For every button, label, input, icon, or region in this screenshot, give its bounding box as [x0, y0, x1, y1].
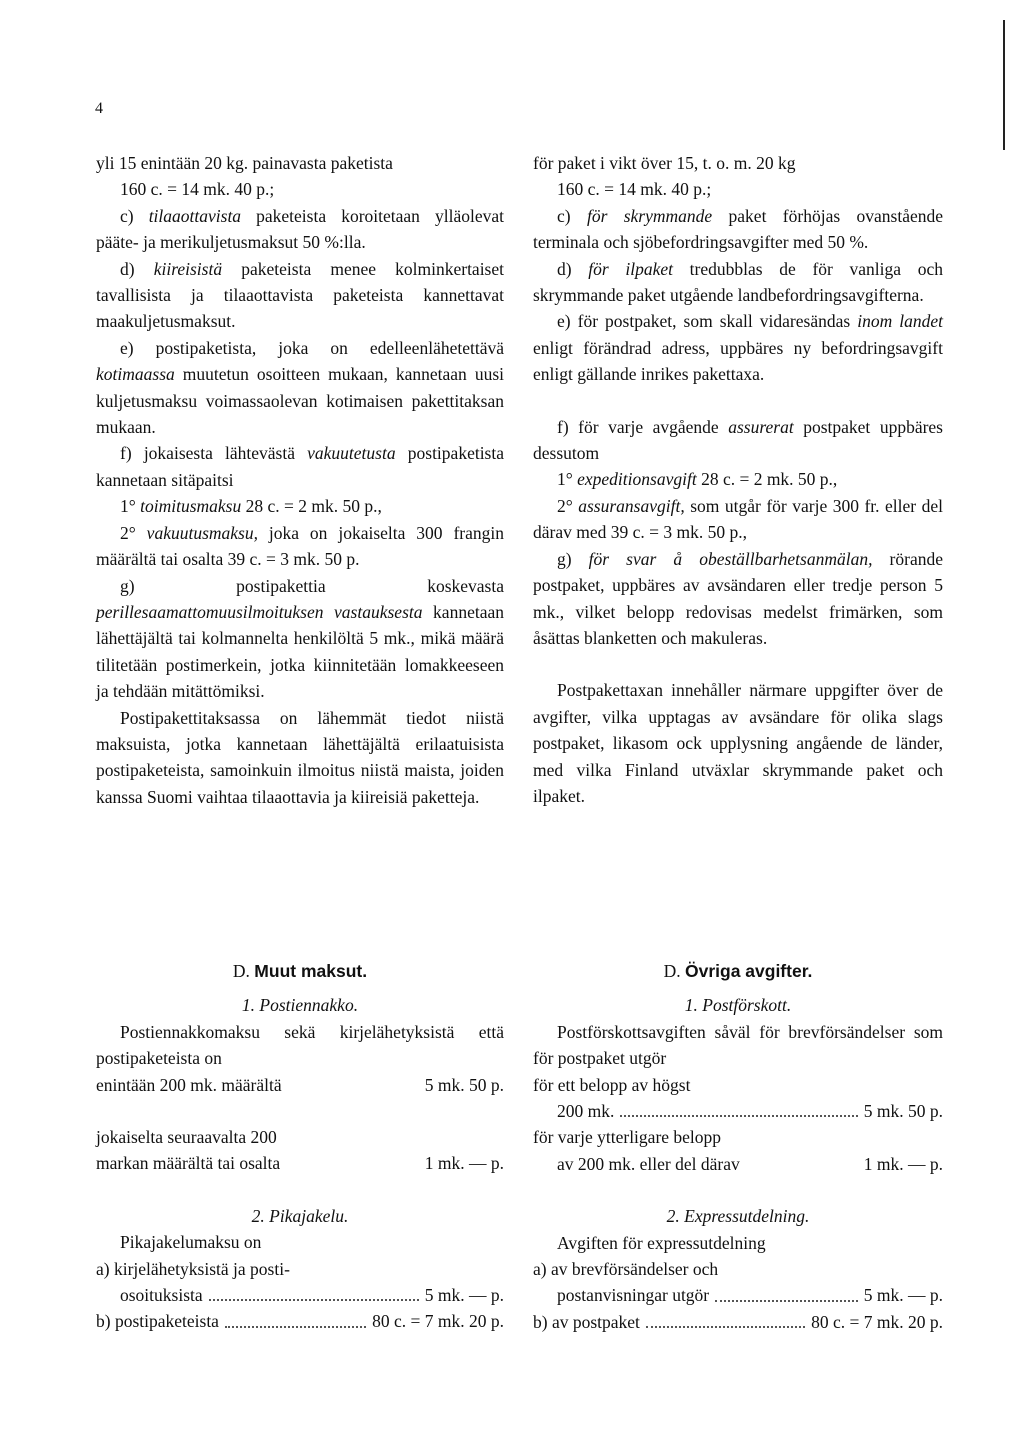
fi-item-c: c) tilaaottavista paketeista koroitetaan ylläolevat pääte- ja merikuljetusmaksut 50 %:lla. [96, 205, 504, 253]
fi-item-f: f) jokaisesta lähtevästä vakuutetusta postipaketista kannetaan sitäpaitsi [96, 443, 504, 490]
fi-item-f1: 1° toimitusmaksu 28 c. = 2 mk. 50 p., [120, 496, 382, 517]
fi-line-1: yli 15 enintään 20 kg. painavasta paketista [96, 153, 393, 173]
sv-cod-text-3: för varje ytterligare belopp [533, 1127, 722, 1148]
fi-cod-row-2: markan määrältä tai osalta 1 mk. — p. [96, 1153, 504, 1174]
sv-item-d: d) för ilpaket tredubblas de för vanliga och skrymmande paket utgående landbefordringsavgifterna. [533, 258, 943, 306]
swedish-fees-section [533, 958, 943, 1335]
fi-express-row-2: b) postipaketeista 80 c. = 7 mk. 20 p. [96, 1308, 504, 1334]
fi-item-f2: 2° vakuutusmaksu, joka on jokaiselta 300 frangin määrältä tai osalta 39 c. = 3 mk. 50 p. [96, 522, 505, 570]
fi-express-a: a) kirjelähetyksistä ja posti- [96, 1258, 290, 1279]
sv-cod-text-2: för ett belopp av högst [533, 1074, 691, 1095]
fi-cod-text-2: jokaiselta seuraavalta 200 [96, 1127, 277, 1148]
sv-section-heading: D. Övriga avgifter. [663, 961, 813, 981]
sv-line-2: 160 c. = 14 mk. 40 p.; [557, 179, 712, 200]
scan-edge-line [1003, 20, 1005, 150]
sv-subheading-2: 2. Expressutdelning. [666, 1206, 810, 1227]
sv-item-g: g) för svar å obeställbarhetsanmälan, rörande postpaket, uppbäres av avsändaren eller tredje person 5 mk., vilket belopp redovisas medelst frimärken, som åsättas blanketten och makuleras. [533, 548, 943, 648]
fi-express-text: Pikajakelumaksu on [120, 1232, 262, 1253]
sv-express-row-2: b) av postpaket 80 c. = 7 mk. 20 p. [533, 1309, 943, 1335]
fi-item-d: d) kiireisistä paketeista menee kolminkertaiset tavallisista ja tilaaottavista paketeista kannettavat maakuljetusmaksut. [96, 258, 504, 332]
sv-item-f2: 2° assuransavgift, som utgår för varje 300 fr. eller del därav med 39 c. = 3 mk. 50 p., [533, 495, 943, 543]
sv-cod-text: Postförskottsavgiften såväl för brevförsändelser som för postpaket utgör [533, 1021, 943, 1069]
sv-express-a: a) av brevförsändelser och [533, 1259, 719, 1280]
sv-cod-row-1: 200 mk. 5 mk. 50 p. [533, 1098, 943, 1124]
finnish-fees-section [96, 958, 504, 1335]
sv-item-f1: 1° expeditionsavgift 28 c. = 2 mk. 50 p., [557, 469, 838, 490]
finnish-column [96, 150, 504, 810]
fi-express-row-1: osoituksista 5 mk. — p. [96, 1282, 504, 1308]
sv-item-f: f) för varje avgående assurerat postpaket uppbäres dessutom [533, 416, 943, 464]
fi-subheading-2: 2. Pikajakelu. [251, 1205, 349, 1226]
sv-express-row-1: postanvisningar utgör 5 mk. — p. [533, 1282, 943, 1308]
swedish-column [533, 150, 943, 809]
sv-paragraph: Postpakettaxan innehåller närmare uppgifter över de avgifter, vilka upptagas av avsändare för olika slags postpaket, likasom ock upplysning angående de länder, med vilka Finland utväxlar skrymmande paket och ilpaket. [533, 680, 943, 806]
sv-line-1: för paket i vikt över 15, t. o. m. 20 kg [533, 153, 796, 173]
page-number: 4 [95, 100, 103, 117]
fi-line-2: 160 c. = 14 mk. 40 p.; [120, 179, 275, 200]
sv-item-c: c) för skrymmande paket förhöjas ovanstående terminala och sjöbefordringsavgifter med 50 %. [533, 205, 943, 253]
fi-cod-text: Postiennakkomaksu sekä kirjelähetyksistä että postipaketeista on [96, 1021, 504, 1069]
sv-subheading-1: 1. Postförskott. [684, 995, 792, 1016]
fi-item-g: g) postipakettia koskevasta perillesaamattomuusilmoituksen vastauksesta kannetaan lähettäjältä tai kolmannelta henkilöltä 5 mk., mikä määrä tilitetään postimerkein, jotka kiinnitetään lomakkeeseen ja tehdään mitättömiksi. [96, 575, 504, 702]
fi-item-e: e) postipaketista, joka on edelleenlähetettävä kotimaassa muutetun osoitteen mukaan, kannetaan uusi kuljetusmaksu voimassaolevan kotimaisen pakettitaksan mukaan. [96, 337, 504, 438]
fi-subheading-1: 1. Postiennakko. [241, 995, 359, 1016]
fi-cod-row-1: enintään 200 mk. määrältä 5 mk. 50 p. [96, 1074, 504, 1095]
sv-express-text: Avgiften för expressutdelning [557, 1232, 766, 1253]
sv-item-e: e) för postpaket, som skall vidaresändas inom landet enligt förändrad adress, uppbäres ny befordringsavgift enligt gällande inrikes pakettaxa. [533, 311, 943, 385]
sv-cod-row-2: av 200 mk. eller del därav 1 mk. — p. [557, 1153, 943, 1174]
fi-paragraph: Postipakettitaksassa on lähemmät tiedot niistä maksuista, jotka kannetaan lähettäjältä erilaatuisista postipaketeista, samoinkuin ilmoitus niistä maista, joiden kanssa Suomi vaihtaa tilaaottavia ja kiireisiä paketteja. [96, 707, 504, 807]
fi-section-heading: D. Muut maksut. [232, 961, 368, 981]
